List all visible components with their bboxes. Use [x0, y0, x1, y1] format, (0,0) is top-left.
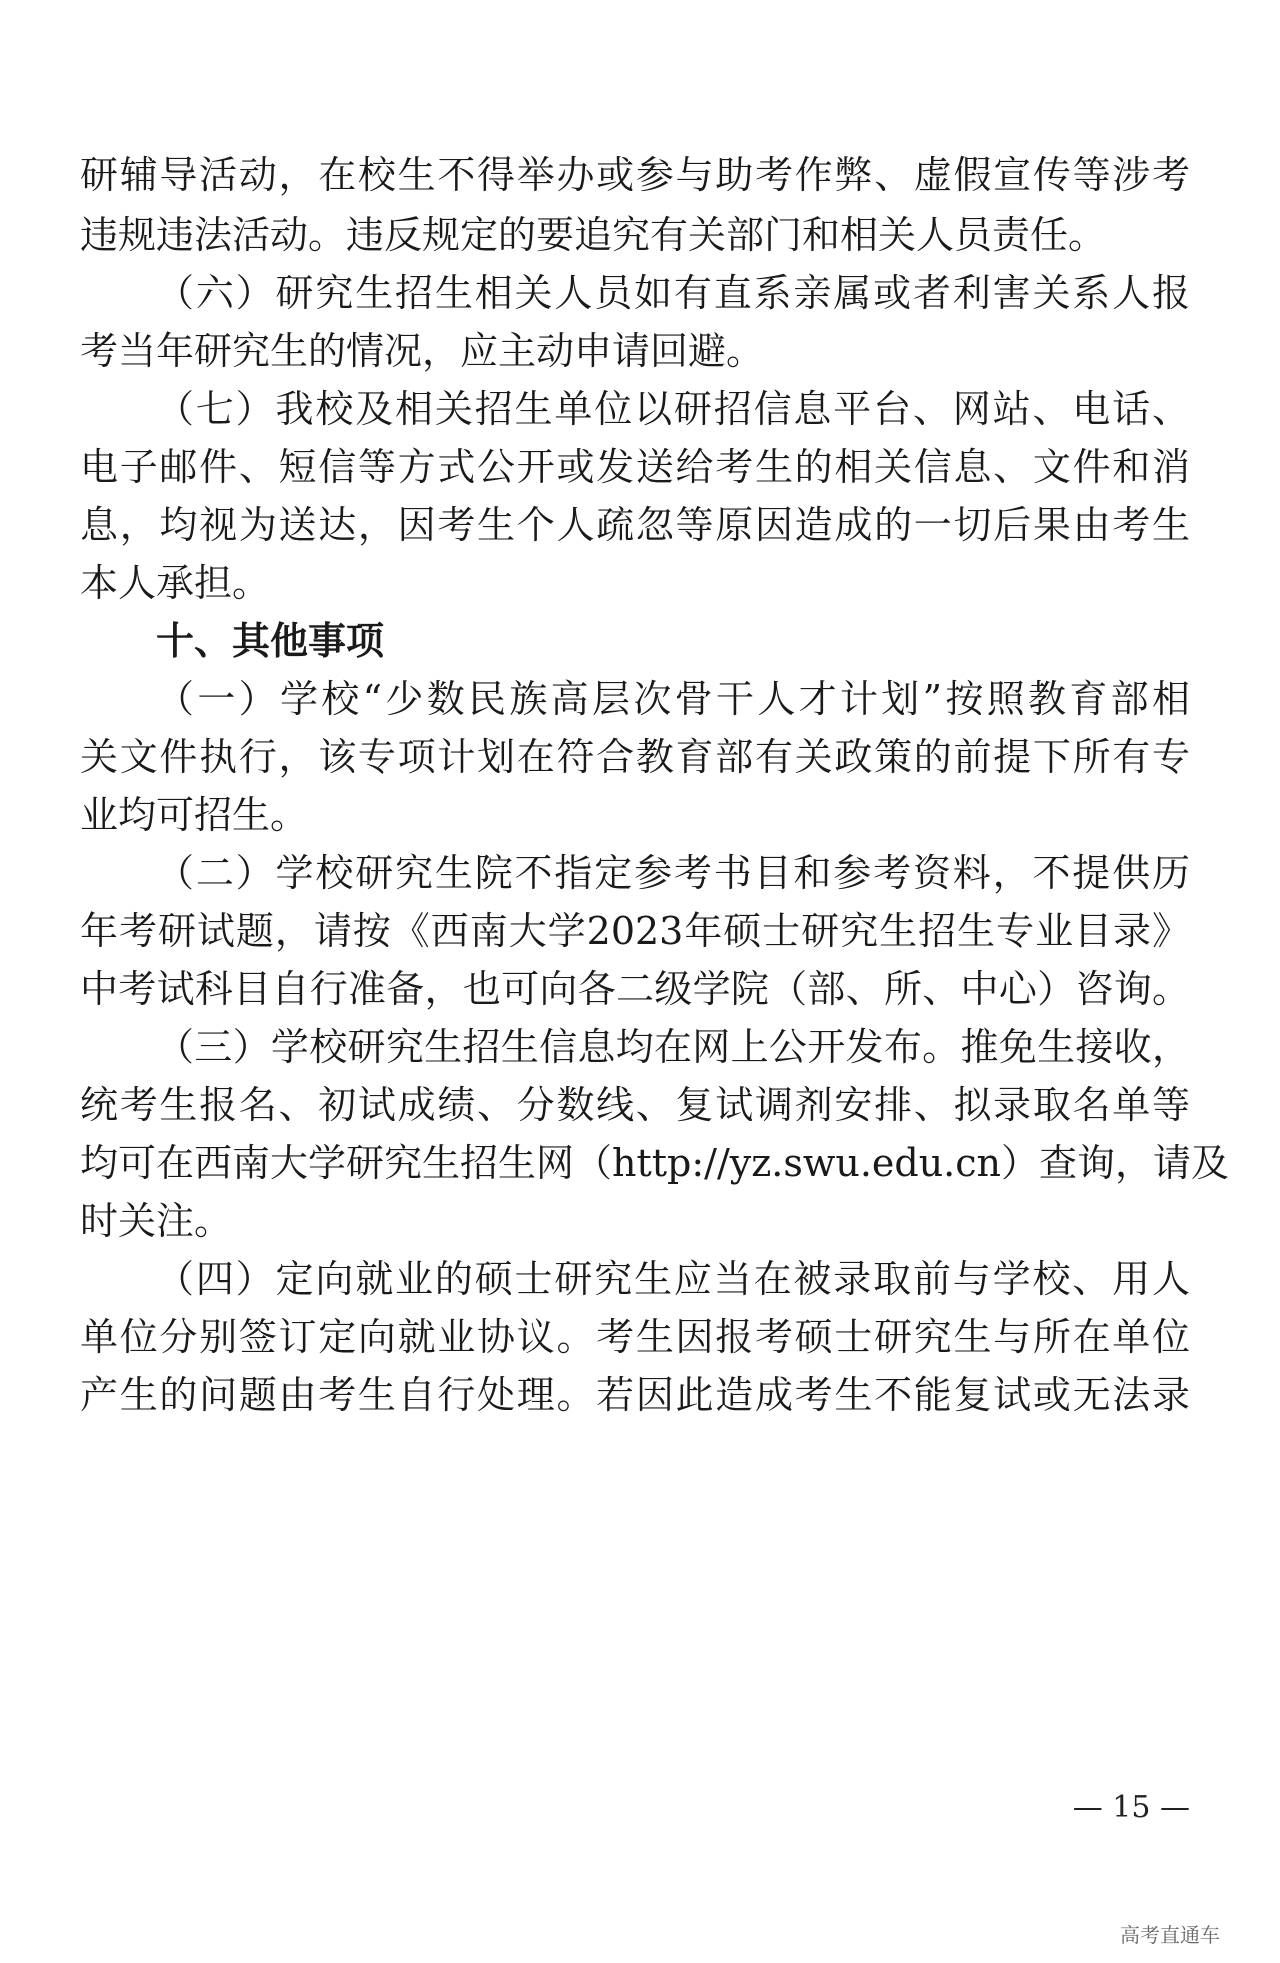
text-line: 中考试科目自行准备，也可向各二级学院（部、所、中心）咨询。 [80, 967, 1190, 1011]
text-line: 业均可招生。 [80, 793, 309, 837]
text-line: 关文件执行，该专项计划在符合教育部有关政策的前提下所有专 [80, 735, 1190, 779]
paragraph-one-start: （一）学校“少数民族高层次骨干人才计划”按照教育部相 [156, 677, 1190, 721]
text-line: 电子邮件、短信等方式公开或发送给考生的相关信息、文件和消 [80, 445, 1190, 489]
text-line: 年考研试题，请按《西南大学2023年硕士研究生招生专业目录》 [80, 909, 1190, 953]
page-number: — 15 — [1072, 1790, 1190, 1825]
paragraph-three-start: （三）学校研究生招生信息均在网上公开发布。推免生接收， [156, 1025, 1190, 1069]
text-line: 均可在西南大学研究生招生网（http://yz.swu.edu.cn）查询，请及 [80, 1141, 1230, 1185]
text-line: 息，均视为送达，因考生个人疏忽等原因造成的一切后果由考生 [80, 503, 1190, 547]
text-line: 研辅导活动，在校生不得举办或参与助考作弊、虚假宣传等涉考 [80, 153, 1190, 197]
text-line: 违规违法活动。违反规定的要追究有关部门和相关人员责任。 [80, 213, 1107, 257]
text-line: 单位分别签订定向就业协议。考生因报考硕士研究生与所在单位 [80, 1315, 1190, 1359]
paragraph-seven-start: （七）我校及相关招生单位以研招信息平台、网站、电话、 [156, 387, 1190, 431]
paragraph-six-start: （六）研究生招生相关人员如有直系亲属或者利害关系人报 [156, 271, 1190, 315]
text-line: 时关注。 [80, 1199, 233, 1243]
text-line: 本人承担。 [80, 561, 271, 605]
watermark: 高考直通车 [1120, 1923, 1220, 1947]
text-line: 考当年研究生的情况，应主动申请回避。 [80, 329, 765, 373]
paragraph-two-start: （二）学校研究生院不指定参考书目和参考资料，不提供历 [156, 851, 1190, 895]
paragraph-four-start: （四）定向就业的硕士研究生应当在被录取前与学校、用人 [156, 1257, 1190, 1301]
text-line: 产生的问题由考生自行处理。若因此造成考生不能复试或无法录 [80, 1373, 1190, 1417]
text-line: 统考生报名、初试成绩、分数线、复试调剂安排、拟录取名单等 [80, 1083, 1190, 1127]
section-heading: 十、其他事项 [156, 619, 385, 663]
